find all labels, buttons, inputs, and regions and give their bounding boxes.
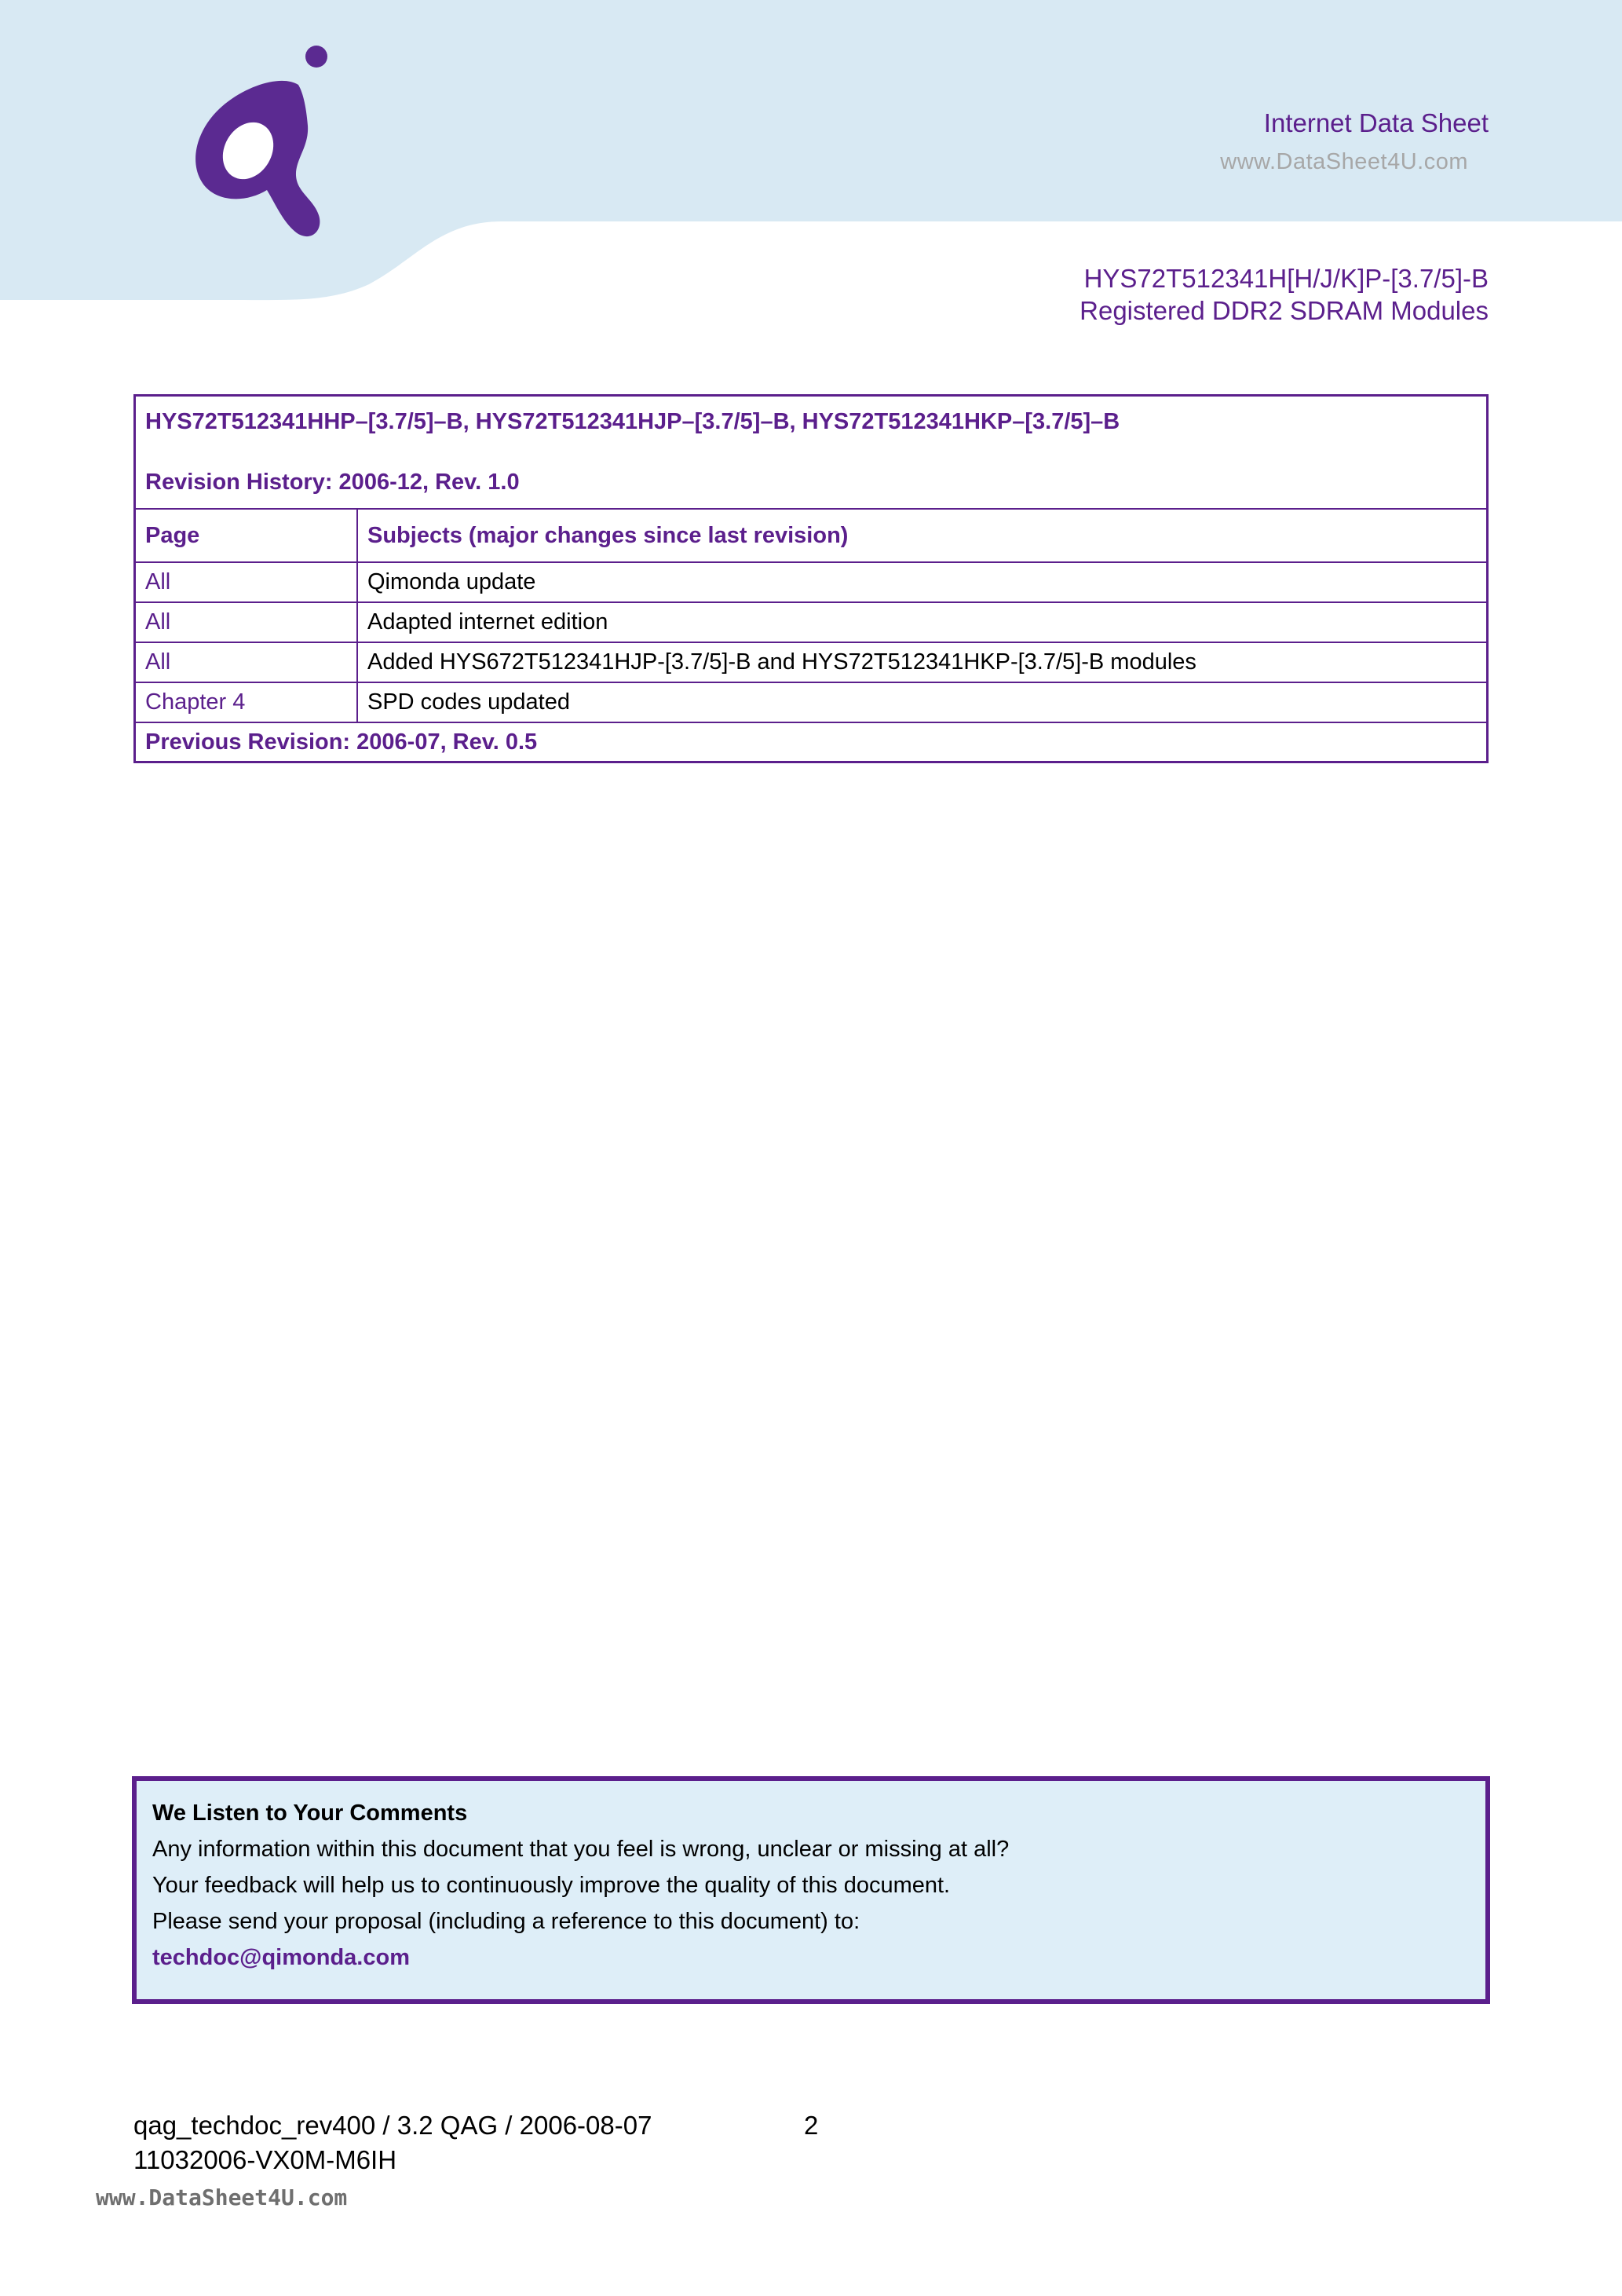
previous-revision: Previous Revision: 2006-07, Rev. 0.5 <box>145 729 538 755</box>
table-row <box>136 643 1486 683</box>
column-header-subjects: Subjects (major changes since last revision) <box>367 522 849 548</box>
feedback-title: We Listen to Your Comments <box>152 1801 468 1826</box>
row-page: All <box>136 603 358 642</box>
row-page: All <box>136 643 358 682</box>
column-header-page: Page <box>136 510 358 561</box>
table-header-row <box>136 510 1486 563</box>
feedback-box <box>132 1776 1490 2004</box>
row-page: All <box>136 563 358 601</box>
row-subject: SPD codes updated <box>367 689 570 715</box>
revision-table-heading <box>136 397 1486 510</box>
table-row <box>136 683 1486 723</box>
footer-doc-id: qag_techdoc_rev400 / 3.2 QAG / 2006-08-07 <box>133 2111 652 2140</box>
revision-history-table <box>133 394 1489 763</box>
feedback-email-link[interactable]: techdoc@qimonda.com <box>152 1945 410 1970</box>
row-subject: Adapted internet edition <box>367 609 608 634</box>
table-row <box>136 563 1486 603</box>
table-row <box>136 603 1486 643</box>
part-number: HYS72T512341H[H/J/K]P-[3.7/5]-B <box>1083 264 1489 293</box>
row-page-link[interactable]: Chapter 4 <box>136 683 358 722</box>
header-watermark: www.DataSheet4U.com <box>1220 149 1468 174</box>
feedback-text-3: Please send your proposal (including a reference to this document) to: <box>152 1909 860 1934</box>
qimonda-logo <box>188 39 345 243</box>
document-type-title: Internet Data Sheet <box>1263 108 1489 137</box>
row-subject: Added HYS672T512341HJP-[3.7/5]-B and HYS72T512341HKP-[3.7/5]-B modules <box>367 649 1196 675</box>
feedback-text-1: Any information within this document that you feel is wrong, unclear or missing at all? <box>152 1837 1010 1862</box>
product-description: Registered DDR2 SDRAM Modules <box>1080 296 1489 325</box>
row-subject: Qimonda update <box>367 569 536 594</box>
covered-part-numbers: HYS72T512341HHP–[3.7/5]–B, HYS72T512341HJP–[3.7/5]–B, HYS72T512341HKP–[3.7/5]–B <box>145 409 1120 434</box>
revision-history-label: Revision History: 2006-12, Rev. 1.0 <box>145 470 520 495</box>
footer-doc-code: 11032006-VX0M-M6IH <box>133 2145 397 2174</box>
footer-watermark: www.DataSheet4U.com <box>96 2184 348 2210</box>
feedback-text-2: Your feedback will help us to continuously improve the quality of this document. <box>152 1873 951 1898</box>
part-number-heading <box>1080 262 1489 327</box>
page-number: 2 <box>804 2111 819 2140</box>
